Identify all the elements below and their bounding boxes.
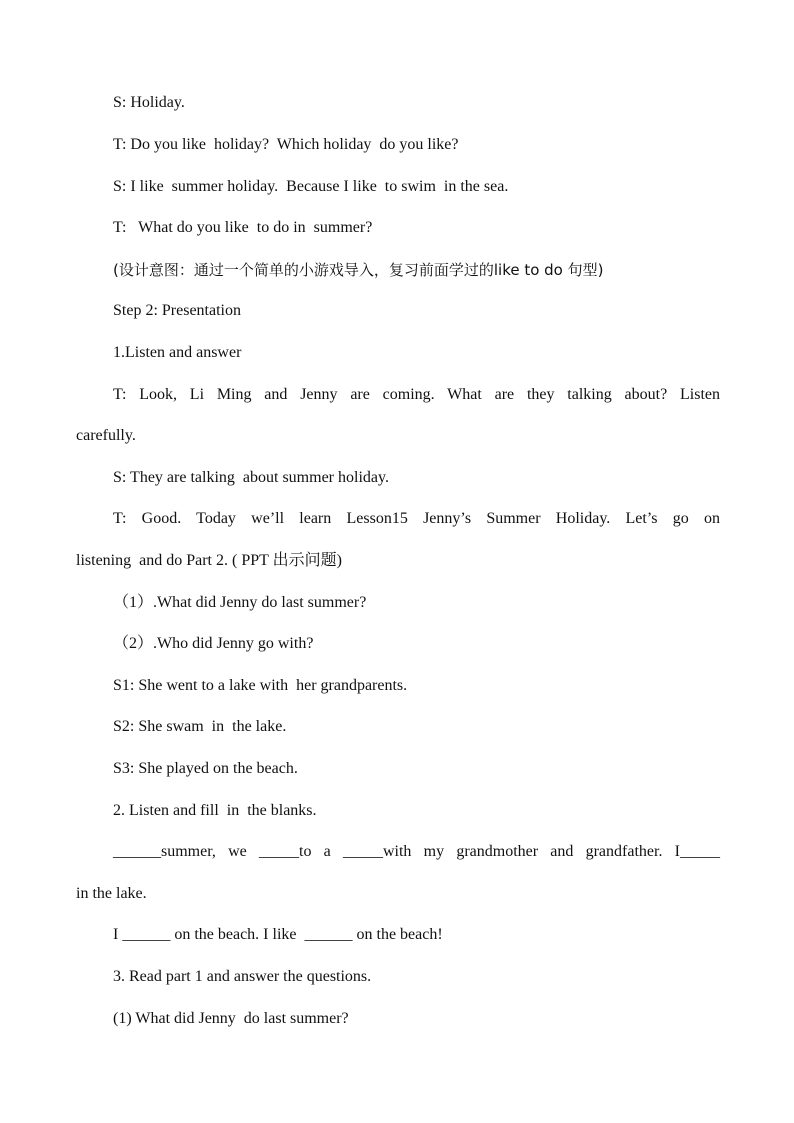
answer-s2: S2: She swam in the lake. <box>113 718 287 735</box>
design-intent-note: (设计意图：通过一个简单的小游戏导入，复习前面学过的like to do 句型) <box>113 261 604 279</box>
dialogue-line-s-talking-about: S: They are talking about summer holiday. <box>113 469 389 486</box>
dialogue-line-t-what-do-you-like: T: What do you like to do in summer? <box>113 219 373 236</box>
question-2: （2）.Who did Jenny go with? <box>113 635 314 652</box>
answer-s3: S3: She played on the beach. <box>113 760 298 777</box>
dialogue-line-t-good: T: Good. Today we’ll learn Lesson15 Jenny’s Summer Holiday. Let’s go on <box>113 510 720 527</box>
dialogue-line-t-do-you-like-holiday: T: Do you like holiday? Which holiday do you like? <box>113 136 459 153</box>
dialogue-line-carefully: carefully. <box>76 427 136 444</box>
fill-blank-line-2: in the lake. <box>76 885 147 902</box>
dialogue-line-listening-part-2: listening and do Part 2. ( PPT 出示问题) <box>76 552 342 569</box>
question-1: （1）.What did Jenny do last summer? <box>113 594 367 611</box>
listen-and-answer-heading: 1.Listen and answer <box>113 344 242 361</box>
dialogue-line-s-summer-holiday: S: I like summer holiday. Because I like to swim in the sea. <box>113 178 509 195</box>
fill-blank-line-3: I ______ on the beach. I like ______ on the beach! <box>113 926 443 943</box>
listen-and-fill-heading: 2. Listen and fill in the blanks. <box>113 802 317 819</box>
fill-blank-line-1: ______summer, we _____to a _____with my grandmother and grandfather. I_____ <box>113 843 720 860</box>
answer-s1: S1: She went to a lake with her grandparents. <box>113 677 408 694</box>
step-2-heading: Step 2: Presentation <box>113 302 241 319</box>
dialogue-line-t-look: T: Look, Li Ming and Jenny are coming. What are they talking about? Listen <box>113 386 720 403</box>
read-question-1: (1) What did Jenny do last summer? <box>113 1010 349 1027</box>
dialogue-line-s-holiday: S: Holiday. <box>113 94 185 111</box>
read-part-1-heading: 3. Read part 1 and answer the questions. <box>113 968 372 985</box>
